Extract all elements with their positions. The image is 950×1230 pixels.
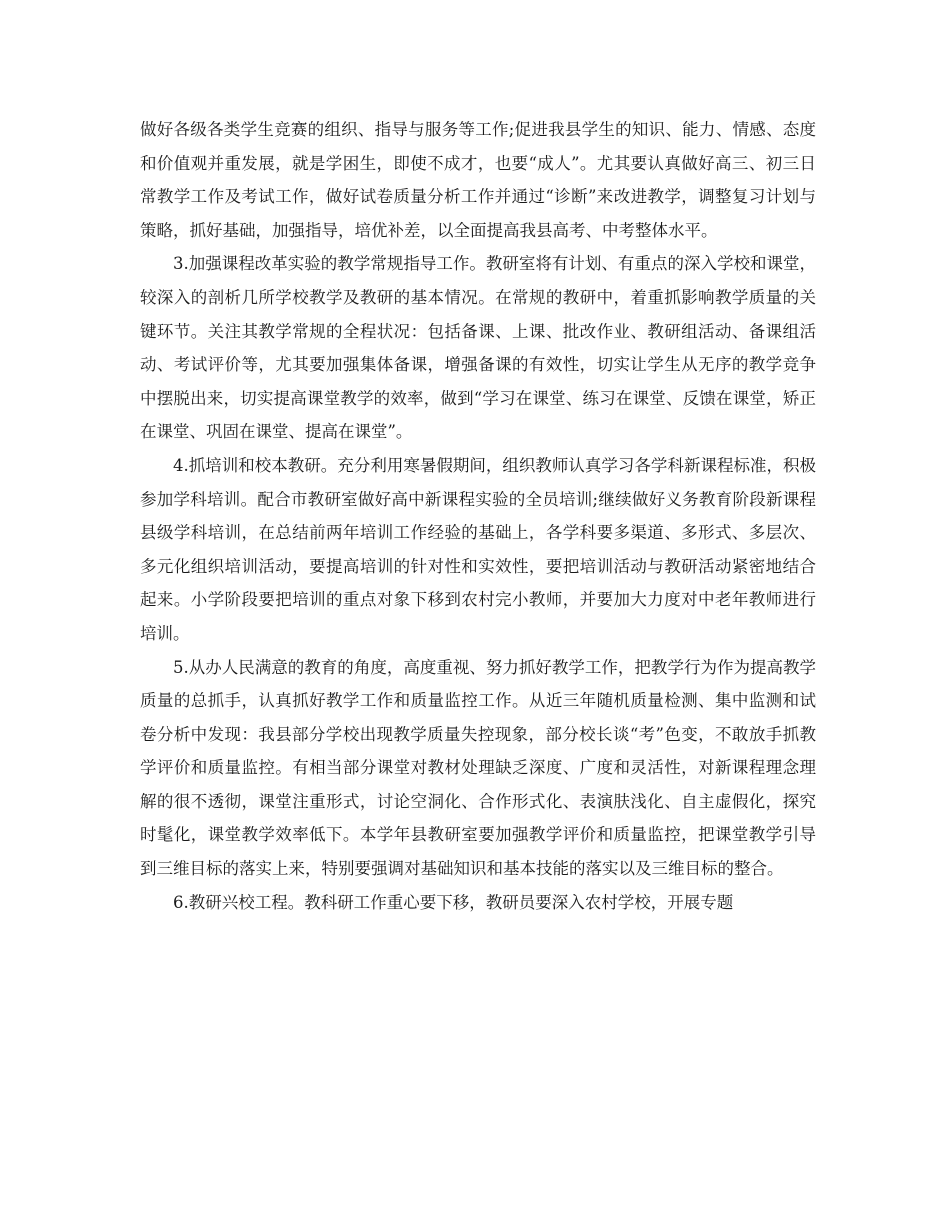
document-body [140, 113, 816, 919]
paragraph-continuation: 做好各级各类学生竞赛的组织、指导与服务等工作;促进我县学生的知识、能力、情感、态度和价值观并重发展，就是学困生，即使不成才，也要“成人”。尤其要认真做好高三、初三日常教学工作及考试工作，做好试卷质量分析工作并通过“诊断”来改进教学，调整复习计划与策略，抓好基础，加强指导，培优补差，以全面提高我县高考、中考整体水平。 [140, 120, 816, 240]
paragraph-item-5: 5.从办人民满意的教育的角度，高度重视、努力抓好教学工作，把教学行为作为提高教学质量的总抓手，认真抓好教学工作和质量监控工作。从近三年随机质量检测、集中监测和试卷分析中发现：我县部分学校出现教学质量失控现象，部分校长谈“考”色变，不敢放手抓教学评价和质量监控。有相当部分课堂对教材处理缺乏深度、广度和灵活性，对新课程理念理解的很不透彻，课堂注重形式，讨论空洞化、合作形式化、表演肤浅化、自主虚假化，探究时髦化，课堂教学效率低下。本学年县教研室要加强教学评价和质量监控，把课堂教学引导到三维目标的落实上来，特别要强调对基础知识和基本技能的落实以及三维目标的整合。 [140, 657, 816, 879]
paragraph-item-3: 3.加强课程改革实验的教学常规指导工作。教研室将有计划、有重点的深入学校和课堂，较深入的剖析几所学校教学及教研的基本情况。在常规的教研中，着重抓影响教学质量的关键环节。关注其教学常规的全程状况：包括备课、上课、批改作业、教研组活动、备课组活动、考试评价等，尤其要加强集体备课，增强备课的有效性，切实让学生从无序的教学竞争中摆脱出来，切实提高课堂教学的效率，做到“学习在课堂、练习在课堂、反馈在课堂，矫正在课堂、巩固在课堂、提高在课堂”。 [140, 254, 816, 442]
paragraph-item-6: 6.教研兴校工程。教科研工作重心要下移，教研员要深入农村学校，开展专题 [173, 892, 734, 912]
paragraph-item-4: 4.抓培训和校本教研。充分利用寒暑假期间，组织教师认真学习各学科新课程标准，积极参加学科培训。配合市教研室做好高中新课程实验的全员培训;继续做好义务教育阶段新课程县级学科培训，在总结前两年培训工作经验的基础上，各学科要多渠道、多形式、多层次、多元化组织培训活动，要提高培训的针对性和实效性，要把培训活动与教研活动紧密地结合起来。小学阶段要把培训的重点对象下移到农村完小教师，并要加大力度对中老年教师进行培训。 [140, 455, 816, 643]
